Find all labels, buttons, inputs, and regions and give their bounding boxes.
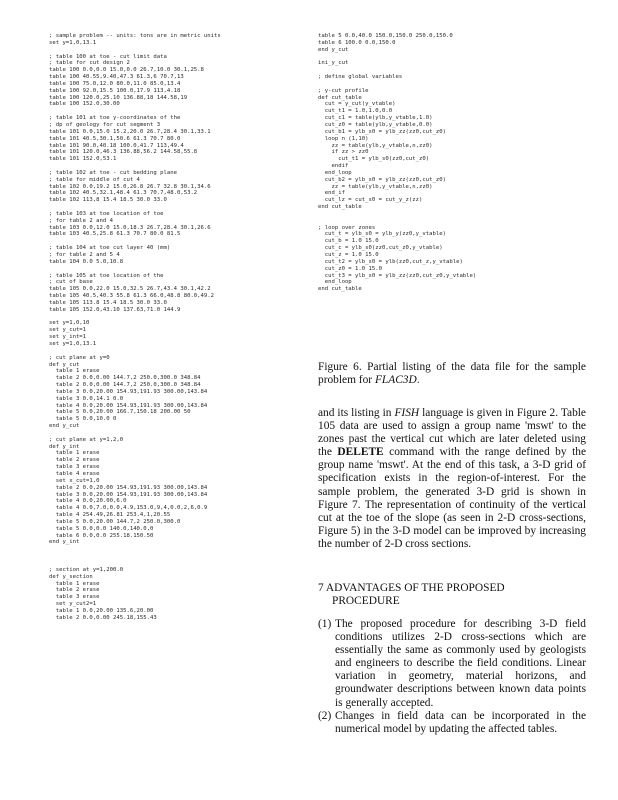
paragraph-delete-term: DELETE [337, 446, 384, 459]
code-line: cut_c1 = table(ylb,y_vtable,1.0) [318, 115, 433, 122]
code-line: table 2 erase [49, 587, 100, 594]
code-line [49, 546, 319, 553]
caption-software-name: FLAC3D [374, 374, 417, 387]
code-line: table 5 0.0,0.0 140.0,140.0,0 [49, 525, 154, 532]
code-line: cut = y_cut(y_vtable) [318, 101, 396, 108]
code-line [49, 238, 319, 245]
code-line: ; table for cut design 2 [49, 60, 130, 67]
caption-text: Figure 6. Partial listing of the data file for the sample problem for [318, 361, 586, 387]
code-line: if zz > zz0 [318, 149, 369, 156]
code-line: table 101 40.5,30.1,50.6 61.3 70.7 80.0 [49, 135, 181, 142]
code-line: cut_b1 = ylb_s0 = ylb_zz(zz0,cut_z0) [318, 128, 446, 135]
code-line: table 100 0.0,0.0 15.0,0.0 26.7,10.0 30.1,25.8 [49, 67, 204, 74]
code-line: end y_cut [318, 46, 349, 53]
code-line: ; sample problem -- units: tons are in metric units [49, 33, 221, 39]
code-listing-right [318, 33, 586, 293]
code-line: table 1 erase [49, 450, 100, 457]
body-paragraph [318, 407, 586, 551]
code-line: table 4 0.0,20.00,6.0 [49, 498, 127, 505]
code-line: table 103 0.0,12.0 15.0,18.3 26.7,28.4 30.1,26.6 [49, 224, 211, 231]
code-line: table 101 0.0,15.0 15.2,20.0 26.7,28.4 30.1,33.1 [49, 128, 211, 135]
code-line: ; table 103 at toe location of toe [49, 210, 164, 217]
code-line: table 102 113,8 15.4 18.5 30.0 33.0 [49, 197, 167, 204]
code-line: table 2 0.0,0.00 245.18,155.43 [49, 614, 157, 621]
code-line: table 101 152.0,53.1 [49, 156, 117, 163]
code-line: set y_cut2=1 [49, 601, 97, 608]
code-line: ; table 104 at toe cut layer 40 (mm) [49, 245, 171, 252]
code-line: table 2 0.0,0.00 144.7,2 250.0,300.0 348.84 [49, 375, 201, 382]
code-line: ; for table 2 and 4 [49, 217, 113, 224]
list-item-number: (2) [318, 709, 332, 722]
code-line: cut_z0 = table(ylb,y_vtable,0.0) [318, 121, 433, 128]
code-line: table 105 152.0,43.10 137.63,71.0 144.9 [49, 306, 181, 313]
code-line: ; loop over zones [318, 224, 376, 231]
code-line: cut_b2 = ylb_s0 = ylb_zz(zz0,cut_z0) [318, 176, 446, 183]
code-line: def cut_table [318, 94, 362, 101]
code-line: loop n (1,10) [318, 135, 369, 142]
code-line [49, 348, 319, 355]
code-line: table 1 0.0,20.00 135.6,20.00 [49, 607, 154, 614]
section-heading-line-2: PROCEDURE [332, 595, 400, 608]
code-line [49, 560, 319, 567]
code-line: table 3 0.0,20.00 154.93,191.93 300.00,143.84 [49, 388, 208, 395]
code-line: cut_t = ylb_s0 = ylb_y(zz0,y_vtable) [318, 231, 446, 238]
code-line: ; table for middle of cut 4 [49, 176, 140, 183]
code-line: zz = table(ylb,y_vtable,n,zz0) [318, 183, 433, 190]
list-item [318, 710, 586, 736]
code-line: table 5 0.0,20.00 144.7,2 250.0,300.0 [49, 518, 181, 525]
code-line: table 4 0.0,20.00 154.93,191.93 300.00,143.84 [49, 402, 208, 409]
code-line: end_if [318, 190, 345, 197]
list-item-number: (1) [318, 618, 332, 630]
code-line [49, 204, 319, 211]
code-line: cut_t3 = ylb_s0 = ylb_zz(zz0,cut_z0,y_vtable) [318, 272, 477, 279]
code-line: cut_b = 1.0 15.0 [318, 238, 379, 245]
code-line: def y_section [49, 573, 93, 580]
code-line: table 101 120.0,46.3 136.88,56.2 144.58,55.8 [49, 149, 198, 156]
code-line: table 100 120.0,25.10 136.88,18 144.58,19 [49, 94, 188, 101]
code-line: table 5 0.0,40.0 150.0,150.0 250.0,150.0 [318, 33, 453, 39]
code-line: table 2 0.0,0.00 144.7,2 250.0,300.0 348.84 [49, 382, 201, 389]
code-line [49, 266, 319, 273]
code-line [318, 211, 586, 218]
code-line: table 100 75.0,12.0 80.0,11.0 85.0,13.4 [49, 80, 181, 87]
code-line: ; for table 2 and 5 4 [49, 252, 120, 258]
code-line [49, 108, 319, 115]
code-line: set y=1,0,13.1 [49, 340, 97, 347]
code-line: table 3 0.0,14.1 0.0 [49, 395, 124, 402]
code-line: end_loop [318, 169, 352, 176]
code-line: cut_c = ylb_s0(zz0,cut_z0,y_vtable) [318, 245, 443, 252]
section-heading [318, 582, 586, 608]
paragraph-part-2: language is given in Figure 2. Table 105 data are used to assign a group name 'mswt' to the zones past the vertical cut which are later deleted using the [318, 407, 586, 459]
section-heading-line-1: 7 ADVANTAGES OF THE PROPOSED [318, 582, 505, 594]
code-line: table 1 erase [49, 368, 100, 375]
code-line: table 4 erase [49, 471, 100, 477]
code-line: table 104 0.0 5.0,10.8 [49, 258, 124, 265]
code-line: table 102 0.0,19.2 15.0,26.8 26.7 32.8 30.1,34.6 [49, 183, 211, 190]
code-line: ; table 100 at toe - cut limit data [49, 53, 167, 60]
code-line: ; dp of geology for cut segment 3 [49, 121, 161, 128]
code-line: table 2 erase [49, 457, 100, 464]
code-line [318, 81, 586, 88]
code-line: table 1 erase [49, 580, 100, 587]
code-line: ; y-cut profile [318, 87, 369, 94]
code-line: set y=1,0,13.1 [49, 39, 97, 46]
code-line: ; cut plane at y=1,2,0 [49, 436, 124, 443]
code-line: def y_cut [49, 361, 80, 368]
code-line: ; table 105 at toe location of the [49, 272, 164, 279]
code-line: table 101 90.0,40.18 100.0,41.7 113,49.4 [49, 142, 184, 149]
code-line: ; define global variables [318, 74, 403, 81]
code-line: table 100 40.55,9.40,47.3 61.3,6 70.7,13 [49, 74, 184, 81]
code-line: cut_t1 = ylb_s0(zz0,cut_z0) [318, 156, 430, 163]
code-line: cut_t1 = 1.0,1.0,0.0 [318, 108, 393, 115]
paragraph-part-1: and its listing in [318, 407, 395, 419]
code-line: end cut_table [318, 204, 362, 211]
code-listing-left [49, 33, 319, 622]
figure-caption [318, 361, 586, 387]
code-line: zz = table(ylb,y_vtable,n,zz0) [318, 142, 433, 149]
list-item [318, 618, 586, 710]
code-line: table 6 100.0 0.0,150.0 [318, 39, 396, 46]
code-line [318, 54, 586, 61]
code-line: set x_cut=1,0 [49, 477, 100, 484]
list-item-text: The proposed procedure for describing 3-D field conditions utilizes 2-D cross-sections which are essentially the same as commonly used by geologists and engineers to describe the field conditions. Linear variation in geometry, material horizons, and groundwater descriptions between known data points is generally accepted. [335, 618, 586, 709]
code-line: table 4 254.49,26.81 253.4,1,20.55 [49, 512, 171, 519]
code-line: ; table 101 at toe y-coordinates of the [49, 115, 181, 122]
code-line: end cut_table [318, 286, 362, 293]
caption-end: . [416, 374, 420, 387]
code-line: table 6 0.0,0.0 255.18.150.50 [49, 532, 154, 539]
list-item-text: Changes in field data can be incorporated in the numerical model by updating the affected tables. [335, 709, 586, 735]
code-line: ; cut plane at y=0 [49, 354, 110, 361]
code-line: table 105 0.0,22.0 15.0,32.5 26.7,43.4 30.1,42.2 [49, 286, 211, 293]
code-line: end y_cut [49, 423, 80, 430]
code-line: table 3 erase [49, 464, 100, 471]
code-line: cut_lz = cut_s0 = cut_y_z(zz) [318, 197, 423, 204]
code-line: cut_z0 = 1.0 15.0 [318, 265, 382, 272]
code-line [49, 314, 319, 321]
code-line: table 100 92.0,15.5 100.0,17.9 113,4.18 [49, 87, 181, 94]
code-line: table 3 erase [49, 594, 100, 601]
code-line [49, 47, 319, 54]
code-line: table 5 0.0,20.00 166.7,150.18 200.00 50 [49, 409, 191, 416]
code-line: ini_y_cut [318, 60, 349, 67]
code-line: table 2 0.0,20.00 154.93,191.93 300.00,143.84 [49, 484, 208, 491]
code-line [318, 67, 586, 74]
paragraph-fish-term: FISH [394, 407, 420, 419]
advantages-list [318, 618, 586, 736]
paragraph-part-3: command with the range defined by the group name 'mswt'. At the end of this task, a 3-D grid of specification exists in the region-of-interest. For the sample problem, the generated 3-D grid is shown in Figure 7. The representation of continuity of the vertical cut at the toe of the slope (as seen in 2-D cross-sections, Figure 5) in the 3-D model can be improved by increasing the number of 2-D cross sections. [318, 446, 586, 550]
code-line: end y_int [49, 539, 80, 546]
code-line: table 102 40.5,32.1,48.4 61.3 70.7,48.0,53.2 [49, 190, 198, 197]
code-line: table 103 40.5,25.8 61.3 70.7 80.0 81.5 [49, 231, 181, 238]
code-line [49, 430, 319, 437]
code-line: set y_cut=1 [49, 327, 87, 334]
code-line: ; table 102 at toe - cut bedding plane [49, 169, 177, 176]
code-line: end_loop [318, 279, 352, 286]
code-line: cut_t2 = ylb_s0 = ylb(zz0,cut_z,y_vtable) [318, 258, 463, 265]
code-line [49, 553, 319, 560]
code-line [49, 163, 319, 170]
code-line: cut_z = 1.0 15.0 [318, 252, 379, 258]
code-line: table 105 113.8 15.4 18.5 30.0 33.0 [49, 299, 167, 306]
code-line [318, 218, 586, 225]
code-line: table 105 40.5,40.3 55.8 61.3 66.0,48.8 80.0,49.2 [49, 293, 215, 300]
code-line: table 100 152.0,30.00 [49, 101, 120, 108]
code-line: endif [318, 163, 349, 170]
code-line: ; cut of base [49, 279, 93, 286]
code-line: set y=1,0,10 [49, 320, 90, 327]
code-line: table 5 0.0,10.0 0 [49, 416, 117, 423]
code-line: ; section at y=1,200.0 [49, 566, 124, 573]
code-line: table 4 0.0,7.0,0.0,4.9,153.0,9,4,0.0,2,6,0.9 [49, 505, 208, 512]
code-line: def y_int [49, 443, 80, 450]
code-line: table 3 0.0,20.00 154.93,191.93 300.00,143.84 [49, 491, 208, 498]
code-line: set y_int=1 [49, 334, 87, 341]
